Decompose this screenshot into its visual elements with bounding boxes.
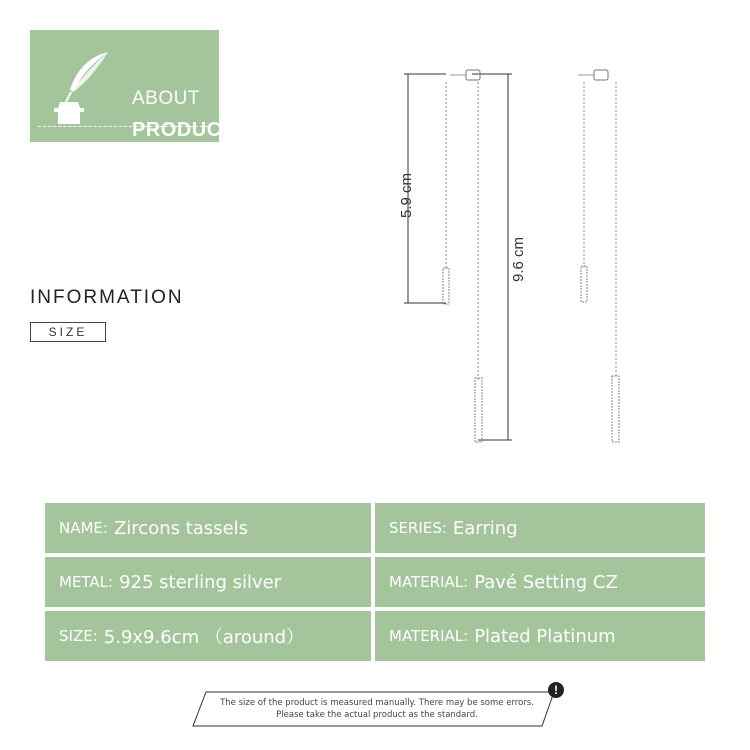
badge-divider <box>38 126 208 127</box>
disclaimer-note <box>192 691 562 727</box>
exclamation-icon: ! <box>548 682 564 698</box>
earring-right <box>578 70 619 442</box>
spec-name <box>45 503 371 553</box>
spec-material-1-value: Pavé Setting CZ <box>474 571 618 593</box>
spec-material-1 <box>375 557 705 607</box>
dimension-long-label: 9.6 cm <box>510 236 527 282</box>
spec-series-label: SERIES: <box>389 519 447 537</box>
dimension-short-label: 5.9 cm <box>398 172 415 218</box>
about-label: ABOUT <box>132 88 200 109</box>
dimension-long <box>472 74 527 440</box>
dimension-short <box>398 74 446 303</box>
product-label: PRODUCT <box>132 119 235 141</box>
earring-left <box>443 70 482 442</box>
size-tag: SIZE <box>30 322 106 342</box>
spec-name-value: Zircons tassels <box>113 517 249 539</box>
about-product-badge <box>30 30 235 142</box>
spec-series-value: Earring <box>452 517 518 539</box>
note-line-2: Please take the actual product as the standard. <box>276 710 478 720</box>
note-frame <box>192 691 562 727</box>
quill-inkwell-icon <box>46 46 126 126</box>
spec-metal-value: 925 sterling silver <box>119 571 282 593</box>
spec-material-2-value: Plated Platinum <box>474 625 616 647</box>
spec-series <box>375 503 705 553</box>
note-line-1: The size of the product is measured manually. There may be some errors. <box>220 698 534 708</box>
spec-size <box>45 611 371 661</box>
spec-metal-label: METAL: <box>59 573 114 591</box>
spec-size-label: SIZE: <box>59 627 98 645</box>
spec-material-2-label: MATERIAL: <box>389 627 469 645</box>
earring-illustration <box>380 60 660 460</box>
spec-material-1-label: MATERIAL: <box>389 573 469 591</box>
spec-metal <box>45 557 371 607</box>
spec-name-label: NAME: <box>59 519 108 537</box>
spec-size-value: 5.9x9.6cm （around） <box>103 627 305 648</box>
spec-material-2 <box>375 611 705 661</box>
spec-table <box>45 503 705 661</box>
information-title: INFORMATION <box>30 287 184 308</box>
